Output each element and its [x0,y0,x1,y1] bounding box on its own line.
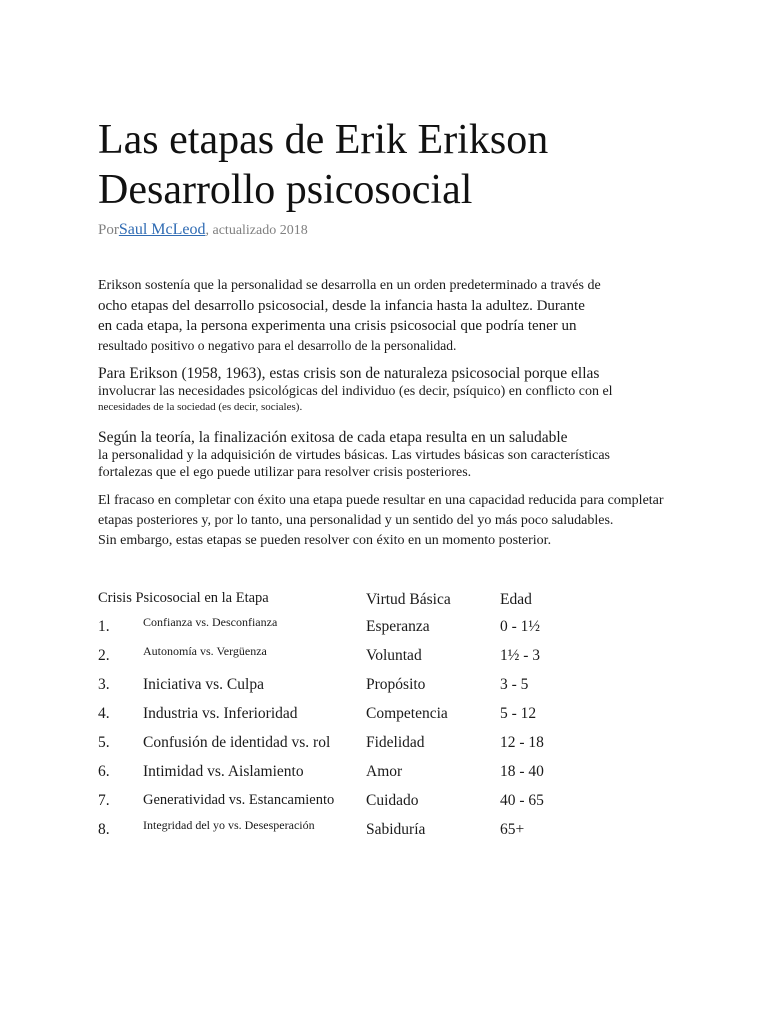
stage-virtue: Propósito [366,676,426,693]
stage-virtue: Voluntad [366,647,422,664]
table-row [98,817,658,843]
paragraph-line: Sin embargo, estas etapas se pueden resolver con éxito en un momento posterior. [98,533,552,548]
stage-virtue: Cuidado [366,792,419,809]
paragraph-line: Según la teoría, la finalización exitosa de cada etapa resulta en un saludable [98,429,568,446]
paragraph-line: Erikson sostenía que la personalidad se desarrolla en un orden predeterminado a través de [98,278,601,293]
paragraph-line: El fracaso en completar con éxito una etapa puede resultar en una capacidad reducida para completar [98,493,664,508]
stage-number: 5. [98,734,110,751]
stage-crisis: Industria vs. Inferioridad [143,705,298,722]
table-header [98,588,658,612]
stage-virtue: Esperanza [366,618,430,635]
header-edad: Edad [500,591,532,608]
stage-age: 12 - 18 [500,734,544,751]
paragraph-line: etapas posteriores y, por lo tanto, una personalidad y un sentido del yo más poco saludables. [98,513,614,528]
stage-number: 4. [98,705,110,722]
stage-number: 7. [98,792,110,809]
paragraph-line: en cada etapa, la persona experimenta una crisis psicosocial que podría tener un [98,318,577,334]
header-virtud: Virtud Básica [366,591,451,608]
paragraph-line: involucrar las necesidades psicológicas del individuo (es decir, psíquico) en conflicto con el [98,384,613,399]
byline-prefix: Por [98,222,119,238]
byline [98,221,308,239]
stage-number: 1. [98,618,110,635]
table-row [98,730,658,756]
stage-age: 0 - 1½ [500,618,541,635]
stage-age: 18 - 40 [500,763,544,780]
stage-number: 2. [98,647,110,664]
stage-virtue: Competencia [366,705,448,722]
stage-crisis: Confusión de identidad vs. rol [143,734,331,751]
stage-age: 5 - 12 [500,705,537,722]
paragraph-line: fortalezas que el ego puede utilizar para resolver crisis posteriores. [98,465,472,480]
paragraph-line: la personalidad y la adquisición de virtudes básicas. Las virtudes básicas son características [98,448,610,463]
table-row [98,643,658,669]
table-row [98,614,658,640]
paragraph-failure [98,491,664,551]
stage-virtue: Amor [366,763,403,780]
stage-number: 8. [98,821,110,838]
stage-age: 1½ - 3 [500,647,541,664]
header-crisis: Crisis Psicosocial en la Etapa [98,590,269,606]
stage-number: 6. [98,763,110,780]
stage-crisis: Iniciativa vs. Culpa [143,676,264,693]
page-title [98,115,548,215]
title-line-2: Desarrollo psicosocial [98,167,473,213]
paragraph-psychosocial [98,365,613,415]
table-row [98,701,658,727]
paragraph-line: resultado positivo o negativo para el desarrollo de la personalidad. [98,338,457,353]
paragraph-intro [98,276,601,356]
paragraph-line: necesidades de la sociedad (es decir, sociales). [98,401,303,413]
paragraph-line: Para Erikson (1958, 1963), estas crisis son de naturaleza psicosocial porque ellas [98,365,600,382]
stage-age: 3 - 5 [500,676,529,693]
stage-number: 3. [98,676,110,693]
stage-crisis: Autonomía vs. Vergüenza [143,644,267,658]
byline-date: , actualizado 2018 [205,223,308,238]
stage-age: 40 - 65 [500,792,544,809]
paragraph-theory [98,429,610,481]
stage-crisis: Intimidad vs. Aislamiento [143,763,304,780]
author-link[interactable]: Saul McLeod [118,221,206,238]
paragraph-line: ocho etapas del desarrollo psicosocial, desde la infancia hasta la adultez. Durante [98,298,585,314]
title-line-1: Las etapas de Erik Erikson [98,117,549,163]
stage-crisis: Confianza vs. Desconfianza [143,615,278,629]
stage-age: 65+ [500,821,525,838]
table-row [98,672,658,698]
stage-crisis: Generatividad vs. Estancamiento [143,792,335,808]
table-row [98,788,658,814]
stage-virtue: Fidelidad [366,734,425,751]
stage-virtue: Sabiduría [366,821,426,838]
stage-crisis: Integridad del yo vs. Desesperación [143,818,315,832]
table-row [98,759,658,785]
